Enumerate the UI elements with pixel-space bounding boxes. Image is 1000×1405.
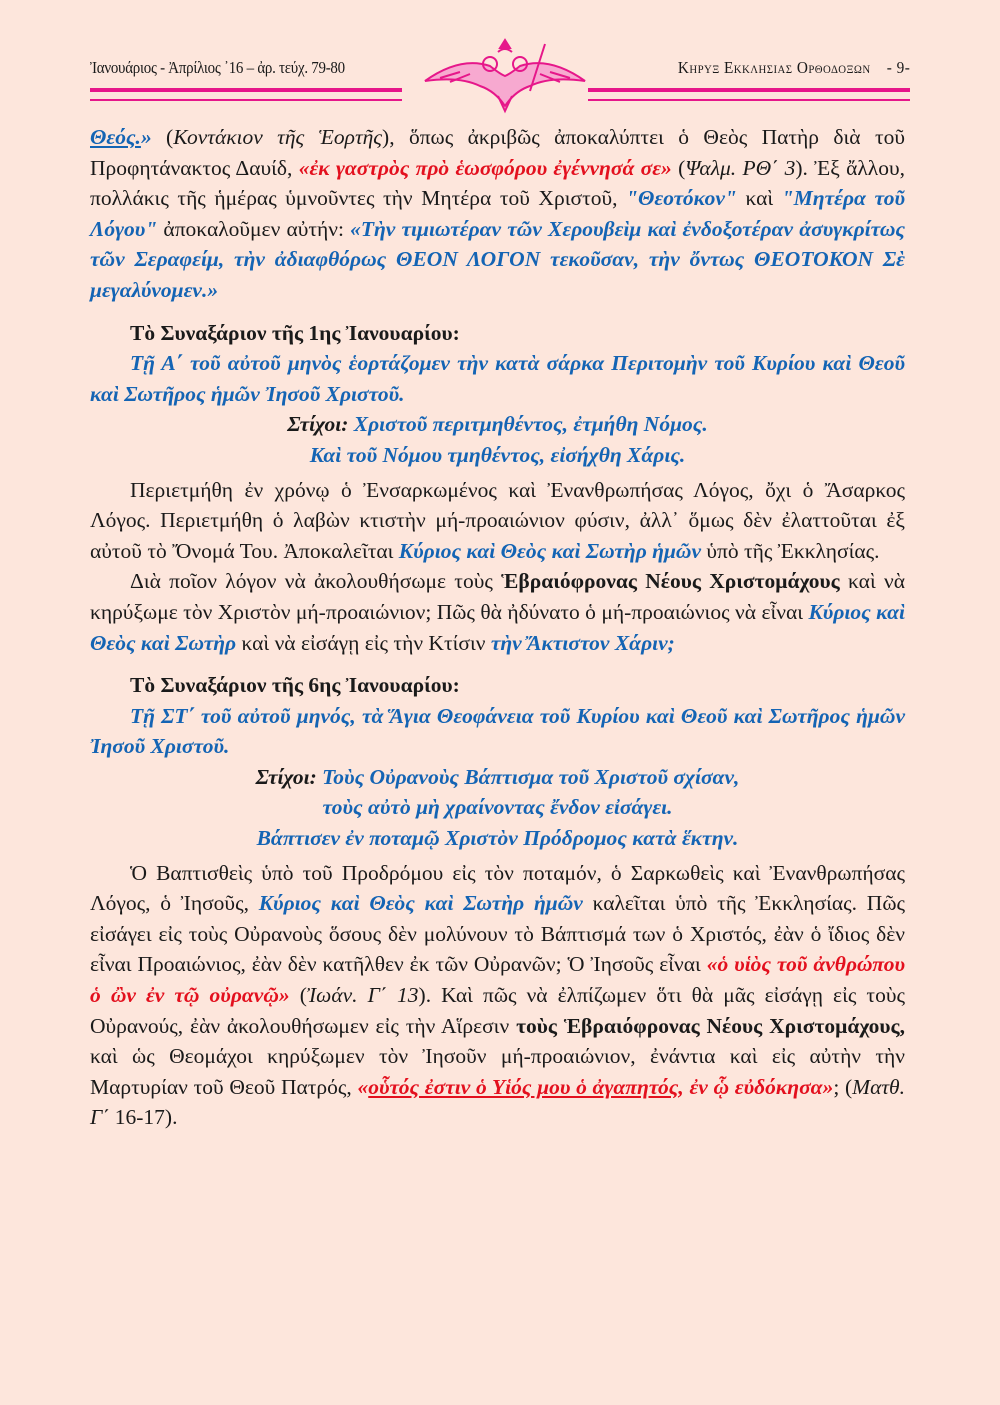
- header-thin-rule-right: [588, 99, 910, 101]
- citation: Ἰωάν. Γ΄ 13: [306, 983, 419, 1008]
- verse: τοὺς αὐτὸ μὴ χραίνοντας ἔνδον εἰσάγει.: [322, 795, 673, 820]
- text: Διὰ ποῖον λόγον νὰ ἀκολουθήσωμε τοὺς: [130, 569, 502, 594]
- text: Ὁ Βαπτισθεὶς ὑπὸ τοῦ Προδρόμου εἰς τὸν ποταμόν, ὁ Σαρκωθεὶς καὶ Ἐνανθρωπήσας Λόγος, ὁ Ἰησοῦς,: [90, 860, 905, 916]
- section-heading-2: Τὸ Συναξάριον τῆς 6ης Ἰανουαρίου:: [130, 673, 460, 698]
- stichoi-1: [90, 409, 905, 440]
- double-headed-eagle-icon: [420, 36, 590, 116]
- stichoi-2: [90, 762, 905, 793]
- red-quote-underlined: οὗτός ἐστιν ὁ Υἱός μου ὁ ἀγαπητός: [368, 1074, 679, 1099]
- synaxarion-intro-1: Τῇ Α΄ τοῦ αὐτοῦ μηνὸς ἑορτάζομεν τὴν κατὰ σάρκα Περιτομὴν τοῦ Κυρίου καὶ Θεοῦ καὶ Σωτῆρος ἡμῶν Ἰησοῦ Χριστοῦ.: [90, 351, 905, 406]
- paragraph-4: [90, 858, 905, 1133]
- text: (: [671, 155, 686, 180]
- header-rule-left: [90, 88, 402, 92]
- paragraph-2: [90, 475, 905, 567]
- text: ἀποκαλοῦμεν αὐτήν:: [157, 216, 351, 241]
- magazine-name: Κηρυξ Εκκλησιας Ορθοδοξων: [677, 58, 871, 77]
- text: καὶ: [736, 186, 782, 211]
- text: ). Καὶ πῶς νὰ ἐλπίζωμεν ὅτι θὰ μᾶς εἰσάγῃ εἰς τοὺς Οὐρανούς, ἐὰν ἀκολουθήσωμεν εἰς τὴν Αἵρεσιν: [90, 983, 905, 1038]
- stichoi-label: Στίχοι:: [287, 412, 349, 437]
- text: καὶ νὰ εἰσάγῃ εἰς τὴν Κτίσιν: [236, 630, 491, 655]
- page-number: - 9-: [886, 58, 910, 77]
- verse: Τοὺς Οὐρανοὺς Βάπτισμα τοῦ Χριστοῦ σχίσαν,: [316, 764, 740, 789]
- text: καὶ ὡς Θεομάχοι κηρύξωμεν τὸν Ἰησοῦν μή-προαιώνιον, ἐνάντια καὶ εἰς αὐτὴν τὴν Μαρτυρίαν τοῦ Θεοῦ Πατρός,: [90, 1044, 905, 1099]
- article-body: [90, 122, 905, 1133]
- blue-term: Κύριος καὶ Θεὸς καὶ Σωτὴρ ἡμῶν: [398, 538, 702, 563]
- text: ; (: [833, 1074, 853, 1099]
- verse: Χριστοῦ περιτμηθέντος, ἐτμήθη Νόμος.: [348, 412, 708, 437]
- citation: Ματθ. Γ΄: [90, 1074, 905, 1130]
- hymn-quote: «Τὴν τιμιωτέραν τῶν Χερουβεὶμ καὶ ἐνδοξοτέραν ἀσυγκρίτως τῶν Σεραφείμ, τὴν ἀδιαφθόρως ΘΕΟΝ ΛΟΓΟΝ τεκοῦσαν, τὴν ὄντως ΘΕΟΤΟΚΟΝ Σὲ μεγαλύνομεν.»: [90, 216, 905, 302]
- text: ), ὅπως ἀκριβῶς ἀποκαλύπτει ὁ Θεὸς Πατὴρ διὰ τοῦ Προφητάνακτος Δαυίδ,: [90, 125, 905, 180]
- text: καὶ νὰ κηρύξωμε τὸν Χριστὸν μή-προαιώνιον; Πῶς θὰ ἠδύνατο ὁ μή-προαιώνιος νὰ εἶναι: [90, 569, 905, 624]
- text: (: [289, 983, 307, 1008]
- magazine-title: [678, 58, 910, 78]
- verse: Βάπτισεν ἐν ποταμῷ Χριστὸν Πρόδρομος κατὰ ἕκτην.: [256, 826, 739, 851]
- bold-term: τοὺς Ἑβραιόφρονας Νέους Χριστομάχους,: [516, 1013, 905, 1038]
- blue-term: Κύριος καὶ Θεὸς καὶ Σωτὴρ: [90, 599, 905, 655]
- blue-term: τὴν Ἄκτιστον Χάριν;: [490, 630, 675, 655]
- blue-term: "Μητέρα τοῦ Λόγου": [90, 186, 906, 241]
- text: ὑπὸ τῆς Ἐκκλησίας.: [701, 538, 880, 563]
- citation: Ψαλμ. ΡΘ΄ 3: [685, 155, 796, 180]
- theos-link: Θεός.: [90, 125, 141, 149]
- section-heading-1: Τὸ Συναξάριον τῆς 1ης Ἰανουαρίου:: [130, 320, 460, 345]
- blue-term: "Θεοτόκον": [626, 186, 737, 211]
- issue-info: Ἰανουάριος - Ἀπρίλιος ᾿16 – ἀρ. τεύχ. 79-80: [90, 58, 345, 77]
- paragraph-3: [90, 566, 905, 658]
- paragraph-1: [90, 122, 905, 306]
- red-quote: , ἐν ᾧ εὐδόκησα»: [678, 1074, 834, 1099]
- citation: Κοντάκιον τῆς Ἑορτῆς: [173, 125, 383, 149]
- header-thin-rule-left: [90, 99, 402, 101]
- page-header: [90, 50, 910, 110]
- synaxarion-intro-2: Τῇ ΣΤ΄ τοῦ αὐτοῦ μηνός, τὰ Ἅγια Θεοφάνεια τοῦ Κυρίου καὶ Θεοῦ καὶ Σωτῆρος ἡμῶν Ἰησοῦ Χριστοῦ.: [90, 703, 905, 759]
- text: 16-17).: [109, 1105, 178, 1130]
- blue-term: Κύριος καὶ Θεὸς καὶ Σωτὴρ ἡμῶν: [258, 891, 583, 916]
- text: (: [151, 125, 174, 149]
- stichoi-label: Στίχοι:: [255, 764, 317, 789]
- verse: Καὶ τοῦ Νόμου τμηθέντος, εἰσήχθη Χάρις.: [309, 442, 686, 467]
- quote-close: »: [140, 125, 152, 149]
- text: καλεῖται ὑπὸ τῆς Ἐκκλησίας. Πῶς εἰσάγει εἰς τοὺς Οὐρανοὺς ὅσους δὲν μολύνουν τὸ Βάπτισμά των ὁ Χριστός, ἐὰν ὁ ἴδιος δὲν εἶναι Προαιώνιος, ἐὰν δὲν κατῆλθεν ἐκ τῶν Οὐρανῶν; Ὁ Ἰησοῦς εἶναι: [90, 891, 905, 977]
- text: Περιετμήθη ἐν χρόνῳ ὁ Ἐνσαρκωμένος καὶ Ἐνανθρωπήσας Λόγος, ὄχι ὁ Ἄσαρκος Λόγος. Περιετμήθη ὁ λαβὼν κτιστὴν μή-προαιώνιον φύσιν, ἀλλ᾿ ὅμως δὲν ἐλαττοῦται ἐξ αὐτοῦ τὸ Ὄνομά Του. Ἀποκαλεῖται: [90, 477, 905, 563]
- red-quote: «ἐκ γαστρὸς πρὸ ἑωσφόρου ἐγέννησά σε»: [298, 155, 672, 180]
- header-rule-right: [588, 88, 910, 92]
- bold-term: Ἑβραιόφρονας Νέους Χριστομάχους: [501, 569, 840, 594]
- red-quote: «: [357, 1074, 369, 1099]
- text: ). Ἐξ ἄλλου, πολλάκις τῆς ἡμέρας ὑμνοῦντες τὴν Μητέρα τοῦ Χριστοῦ,: [90, 155, 906, 211]
- red-quote: «ὁ υἱὸς τοῦ ἀνθρώπου ὁ ὢν ἐν τῷ οὐρανῷ»: [90, 952, 905, 1008]
